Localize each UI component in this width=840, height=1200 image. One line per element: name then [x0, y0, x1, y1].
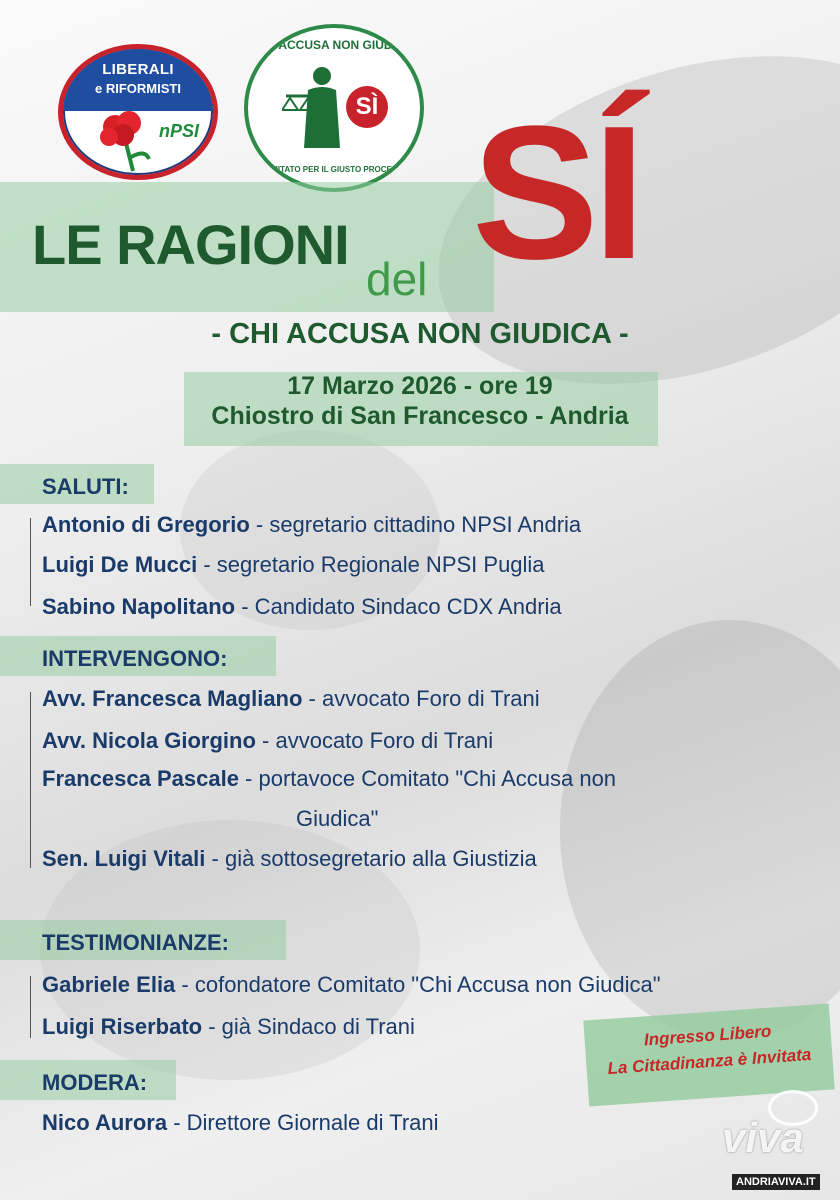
title-le-ragioni: LE RAGIONI [32, 213, 349, 276]
section-divider [30, 976, 31, 1038]
speaker-role-continuation: Giudica" [296, 806, 379, 831]
speaker-row [42, 1014, 415, 1040]
speaker-role: - segretario Regionale NPSI Puglia [197, 552, 545, 577]
speaker-name: Gabriele Elia [42, 972, 176, 997]
speaker-row [42, 972, 661, 998]
watermark-brand: viva [722, 1114, 804, 1161]
si-badge: SÌ [346, 86, 388, 128]
speaker-name: Avv. Francesca Magliano [42, 686, 303, 711]
title-si: SÍ [472, 87, 640, 299]
section-title-modera: MODERA: [42, 1070, 148, 1095]
speaker-role: - Direttore Giornale di Trani [167, 1110, 439, 1135]
speaker-role: - già Sindaco di Trani [202, 1014, 415, 1039]
speaker-row [42, 766, 616, 792]
section-divider [30, 692, 31, 868]
speaker-row [42, 552, 545, 578]
speaker-row [42, 512, 581, 538]
speaker-role: - cofondatore Comitato "Chi Accusa non Giudica" [175, 972, 661, 997]
speaker-row [42, 686, 540, 712]
section-title-intervengono: INTERVENGONO: [42, 646, 228, 671]
speaker-name: Sen. Luigi Vitali [42, 846, 206, 871]
speaker-name: Avv. Nicola Giorgino [42, 728, 256, 753]
event-date: 17 Marzo 2026 - ore 19 [287, 372, 553, 400]
speaker-row [42, 846, 537, 872]
speaker-name: Nico Aurora [42, 1110, 168, 1135]
logo-right-ring-bottom: COMITATO PER IL GIUSTO PROCESSO [259, 165, 409, 174]
speaker-role: - avvocato Foro di Trani [255, 728, 494, 753]
speaker-name: Luigi De Mucci [42, 552, 198, 577]
logo-left-line1: LIBERALI [102, 61, 174, 78]
title-del: del [366, 253, 428, 305]
speaker-row [42, 594, 562, 620]
carnation-icon [85, 109, 165, 173]
watermark-site: ANDRIAVIVA.IT [732, 1174, 820, 1190]
speaker-role: - segretario cittadino NPSI Andria [249, 512, 582, 537]
event-place: Chiostro di San Francesco - Andria [211, 402, 629, 430]
speaker-role: - già sottosegretario alla Giustizia [205, 846, 537, 871]
section-divider [30, 518, 31, 606]
entry-line2: La Cittadinanza è Invitata [607, 1044, 812, 1079]
speaker-name: Francesca Pascale [42, 766, 239, 791]
liberali-riformisti-logo [58, 44, 218, 180]
speaker-role: - Candidato Sindaco CDX Andria [235, 594, 562, 619]
logo-right-ring-top: CHI ACCUSA NON GIUDICA [254, 38, 414, 52]
comitato-logo [244, 24, 424, 192]
speaker-row [42, 1110, 439, 1136]
logo-blue-band [63, 49, 213, 111]
section-title-testimonianze: TESTIMONIANZE: [42, 930, 229, 955]
subtitle: - CHI ACCUSA NON GIUDICA - [211, 318, 629, 350]
logo-left-line2: e RIFORMISTI [95, 81, 181, 96]
entry-line1: Ingresso Libero [643, 1021, 772, 1050]
speaker-role: - portavoce Comitato "Chi Accusa non [238, 766, 617, 791]
speaker-role: - avvocato Foro di Trani [302, 686, 540, 711]
section-title-saluti: SALUTI: [42, 474, 129, 499]
speaker-name: Antonio di Gregorio [42, 512, 250, 537]
speaker-row [42, 728, 493, 754]
speaker-name: Luigi Riserbato [42, 1014, 203, 1039]
npsi-tag: nPSI [158, 121, 199, 141]
speaker-name: Sabino Napolitano [42, 594, 236, 619]
